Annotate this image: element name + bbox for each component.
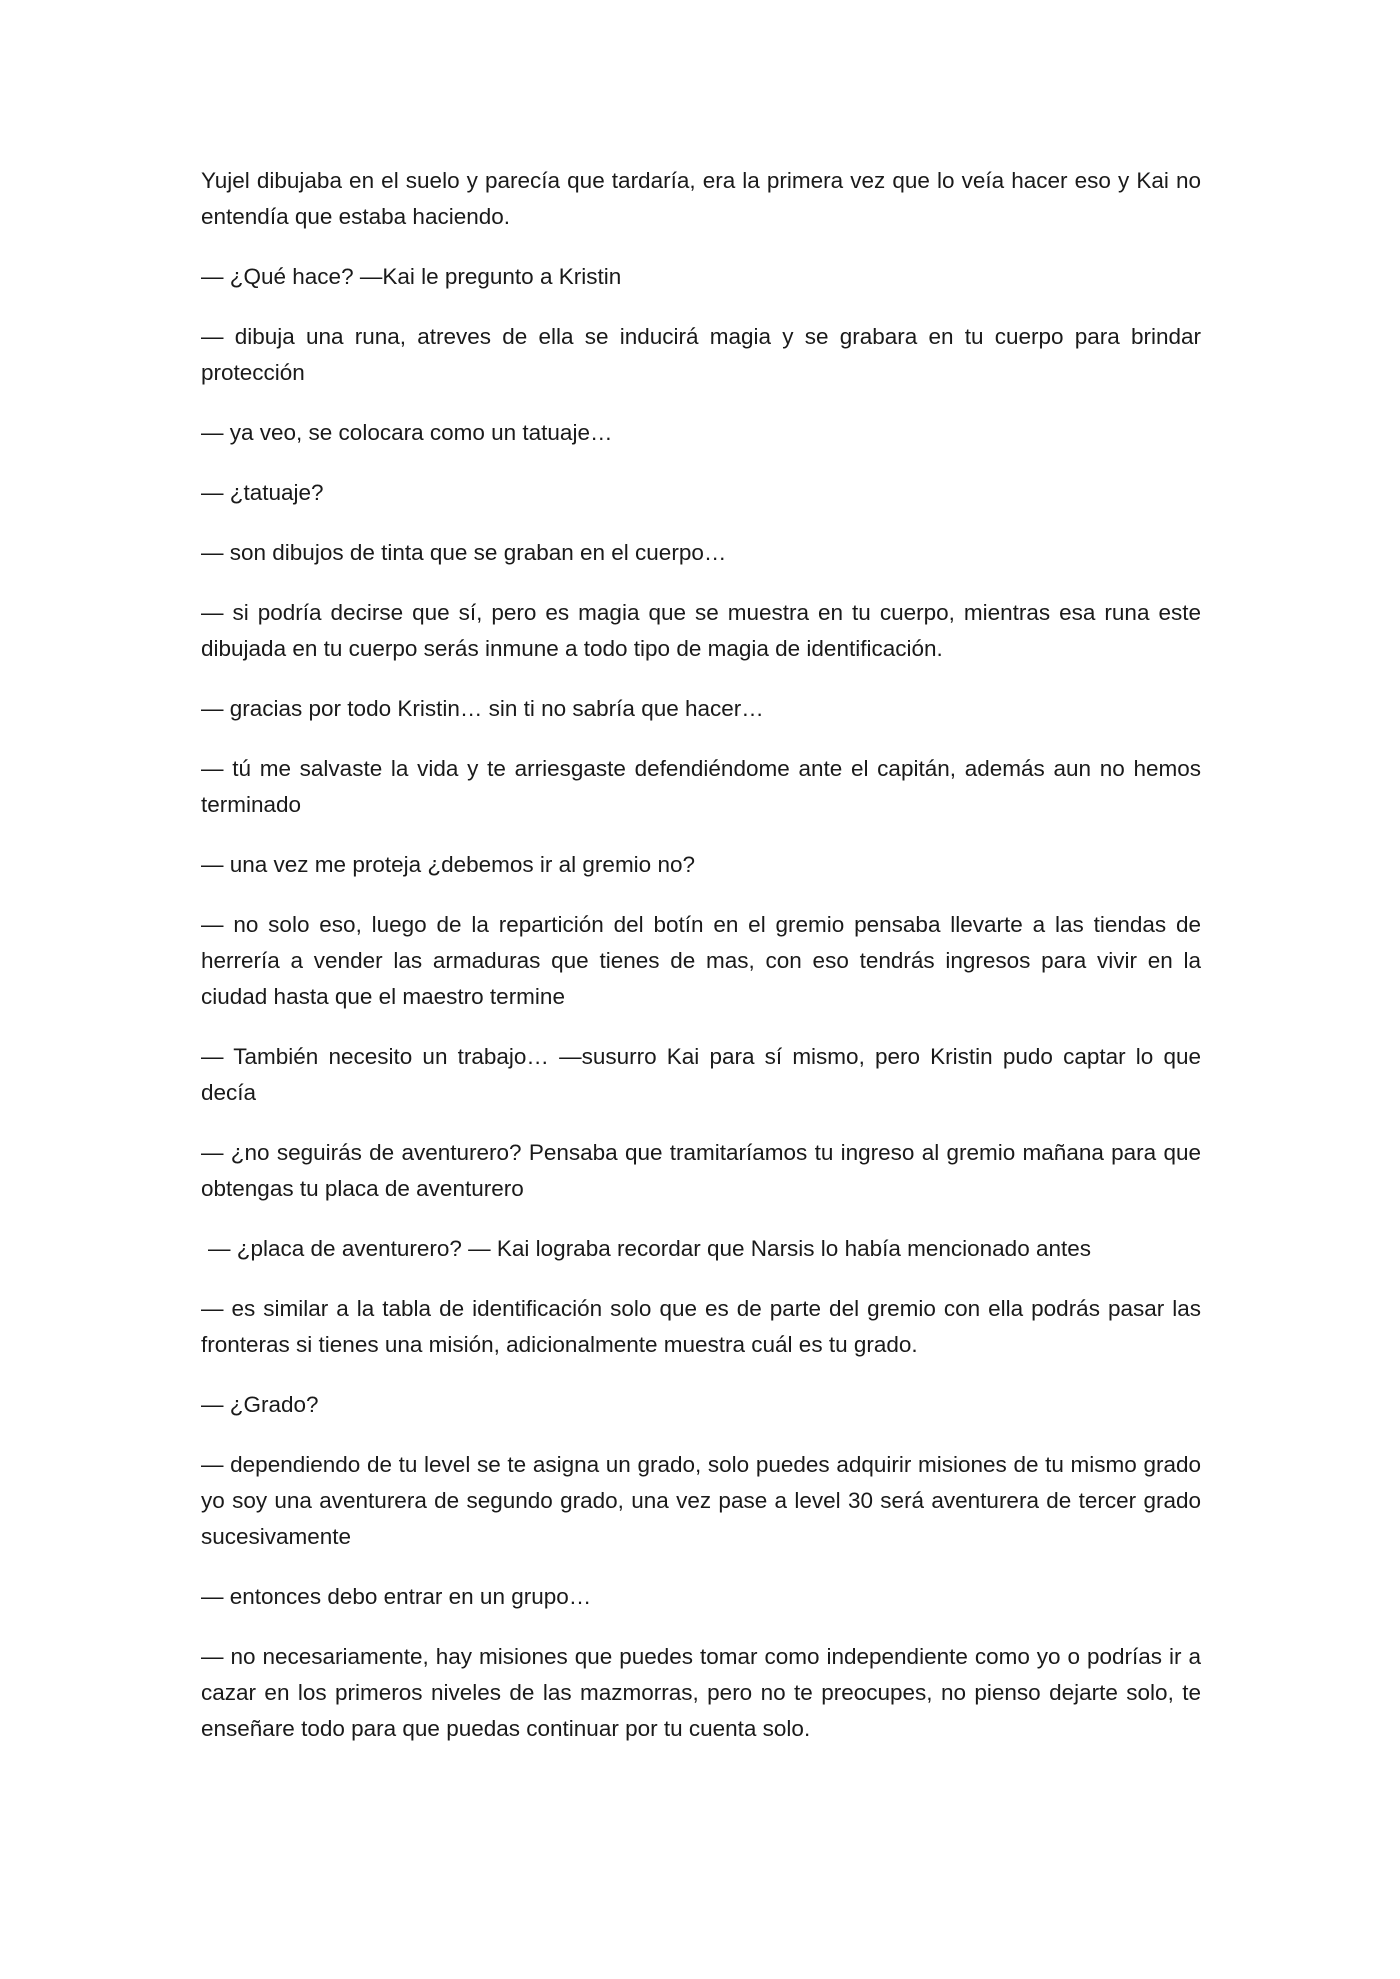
paragraph: Yujel dibujaba en el suelo y parecía que tardaría, era la primera vez que lo veía hacer eso y Kai no entendía que estaba haciendo. [201, 168, 1201, 229]
paragraph: — ¿placa de aventurero? — Kai lograba recordar que Narsis lo había mencionado antes [208, 1236, 1092, 1261]
paragraph: — tú me salvaste la vida y te arriesgaste defendiéndome ante el capitán, además aun no hemos terminado [201, 756, 1201, 817]
paragraph: — son dibujos de tinta que se graban en el cuerpo… [201, 540, 727, 565]
paragraph: — ¿Qué hace? —Kai le pregunto a Kristin [201, 264, 622, 289]
paragraph: — También necesito un trabajo… —susurro Kai para sí mismo, pero Kristin pudo captar lo que decía [201, 1044, 1201, 1105]
document-body [201, 163, 1201, 1771]
paragraph: — una vez me proteja ¿debemos ir al gremio no? [201, 852, 695, 877]
paragraph: — gracias por todo Kristin… sin ti no sabría que hacer… [201, 696, 764, 721]
paragraph: — entonces debo entrar en un grupo… [201, 1584, 592, 1609]
paragraph: — si podría decirse que sí, pero es magia que se muestra en tu cuerpo, mientras esa runa este dibujada en tu cuerpo serás inmune a todo tipo de magia de identificación. [201, 600, 1201, 661]
paragraph: — dibuja una runa, atreves de ella se inducirá magia y se grabara en tu cuerpo para brindar protección [201, 324, 1201, 385]
paragraph: — no necesariamente, hay misiones que puedes tomar como independiente como yo o podrías ir a cazar en los primeros niveles de las mazmorras, pero no te preocupes, no pienso dejarte solo, te enseñare todo para que puedas continuar por tu cuenta solo. [201, 1644, 1201, 1741]
paragraph: — ¿Grado? [201, 1392, 319, 1417]
paragraph: — ¿no seguirás de aventurero? Pensaba que tramitaríamos tu ingreso al gremio mañana para que obtengas tu placa de aventurero [201, 1140, 1201, 1201]
paragraph: — ¿tatuaje? [201, 480, 324, 505]
paragraph: — ya veo, se colocara como un tatuaje… [201, 420, 613, 445]
paragraph: — es similar a la tabla de identificación solo que es de parte del gremio con ella podrás pasar las fronteras si tienes una misión, adicionalmente muestra cuál es tu grado. [201, 1296, 1201, 1357]
paragraph: — no solo eso, luego de la repartición del botín en el gremio pensaba llevarte a las tiendas de herrería a vender las armaduras que tienes de mas, con eso tendrás ingresos para vivir en la ciudad hasta que el maestro termine [201, 912, 1201, 1009]
paragraph: — dependiendo de tu level se te asigna un grado, solo puedes adquirir misiones de tu mismo grado yo soy una aventurera de segundo grado, una vez pase a level 30 será aventurera de tercer grado sucesivamente [201, 1452, 1201, 1549]
